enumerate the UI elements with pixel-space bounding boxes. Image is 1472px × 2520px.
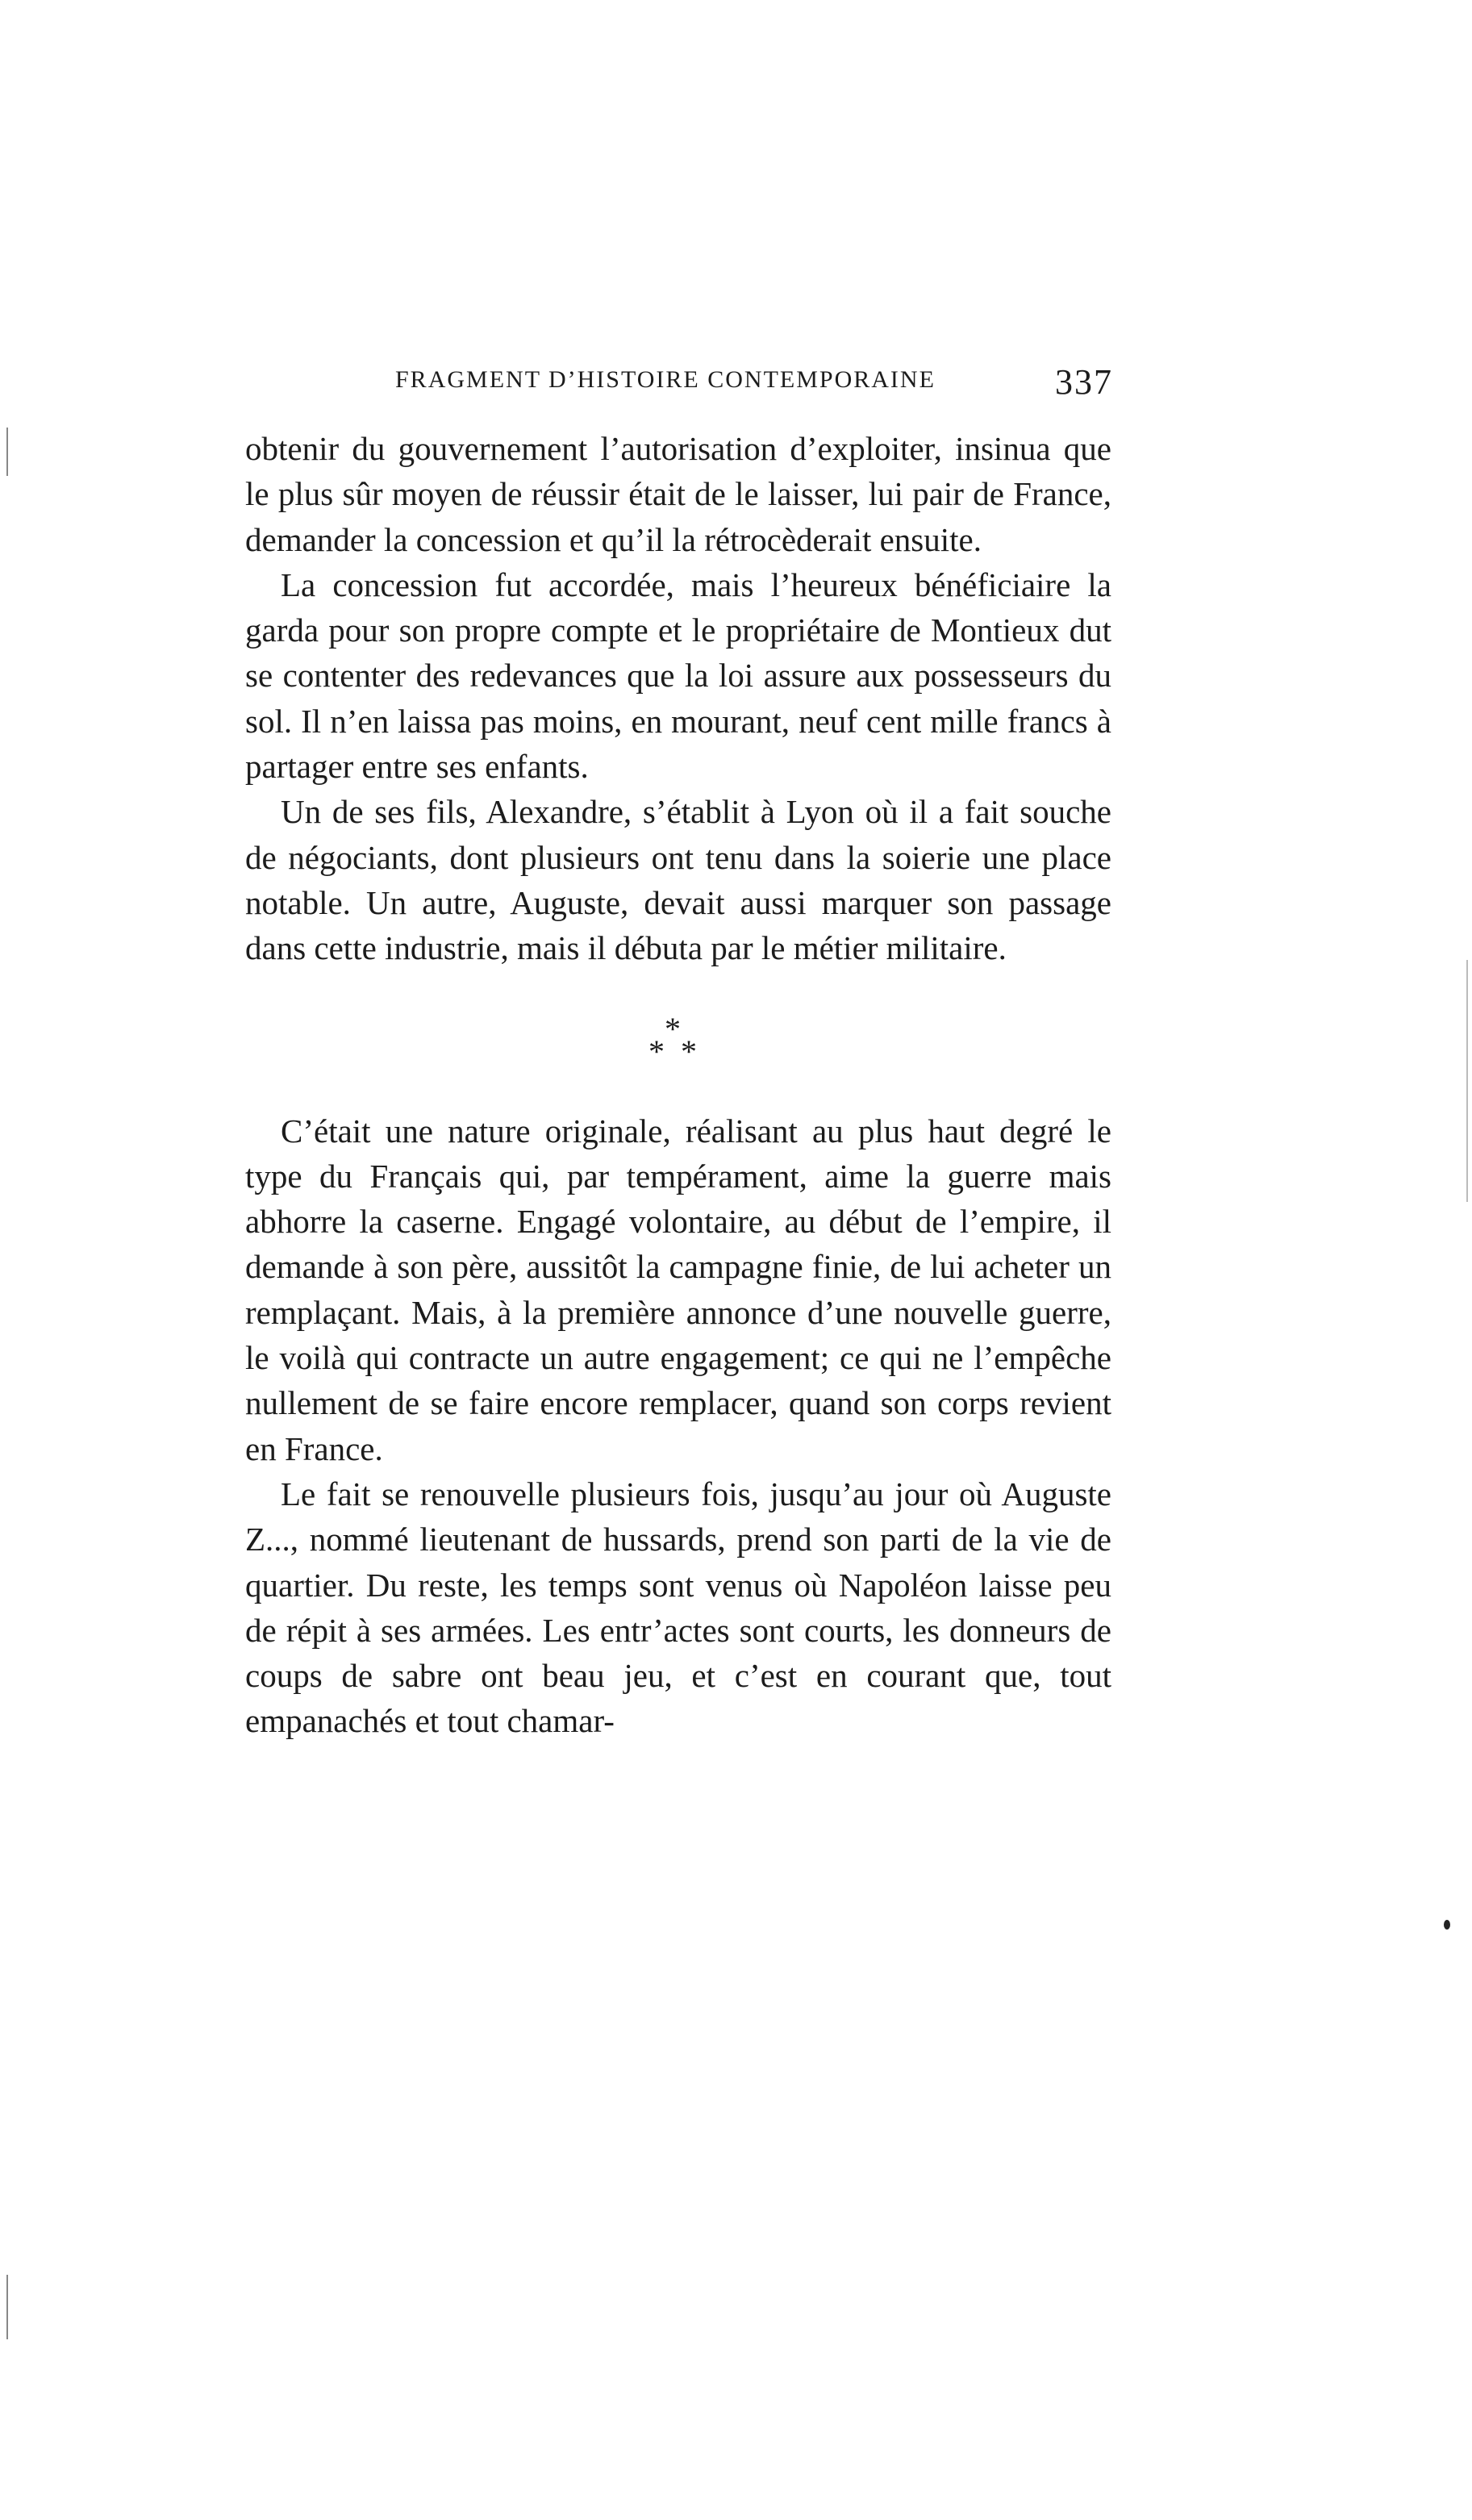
- running-title: FRAGMENT D’HISTOIRE CONTEMPORAINE: [395, 366, 936, 393]
- scan-edge-line: [6, 428, 8, 476]
- page-number: 337: [1055, 362, 1113, 402]
- scan-edge-line: [1466, 960, 1468, 1202]
- body-text: [245, 426, 1111, 1744]
- asterism-star: *: [665, 1010, 681, 1047]
- section-asterism: [245, 971, 1111, 1108]
- asterism-star: *: [681, 1033, 697, 1070]
- running-header: [242, 361, 1113, 410]
- paragraph: Un de ses fils, Alexandre, s’établit à Lyon où il a fait souche de négociants, dont plusieurs ont tenu dans la soierie une place notable. Un autre, Auguste, devait aussi marquer son passage dans cette industrie, mais il débuta par le métier militaire.: [245, 793, 1111, 967]
- paragraph: Le fait se renouvelle plusieurs fois, jusqu’au jour où Auguste Z..., nommé lieutenant de hussards, prend son parti de la vie de quartier. Du reste, les temps sont venus où Napoléon laisse peu de répit à ses armées. Les entr’actes sont courts, les donneurs de coups de sabre ont beau jeu, et c’est en courant que, tout empanachés et tout chamar-: [245, 1475, 1111, 1740]
- paragraph: C’était une nature originale, réalisant au plus haut degré le type du Français qui, par tempérament, aime la guerre mais abhorre la caserne. Engagé volontaire, au début de l’empire, il demande à son père, aussitôt la campagne finie, de lui acheter un remplaçant. Mais, à la première annonce d’une nouvelle guerre, le voilà qui contracte un autre engagement; ce qui ne l’empêche nullement de se faire encore remplacer, quand son corps revient en France.: [245, 1112, 1111, 1467]
- scan-speck: [1444, 1920, 1450, 1930]
- paragraph: obtenir du gouvernement l’autorisation d’exploiter, insinua que le plus sûr moyen de réussir était de le laisser, lui pair de France, demander la concession et qu’il la rétrocèderait ensuite.: [245, 430, 1111, 558]
- asterism-star: *: [648, 1033, 665, 1070]
- paragraph: La concession fut accordée, mais l’heureux bénéficiaire la garda pour son propre compte et le propriétaire de Montieux dut se contenter des redevances que la loi assure aux possesseurs du sol. Il n’en laissa pas moins, en mourant, neuf cent mille francs à partager entre ses enfants.: [245, 565, 1111, 786]
- scan-edge-line: [6, 2275, 8, 2339]
